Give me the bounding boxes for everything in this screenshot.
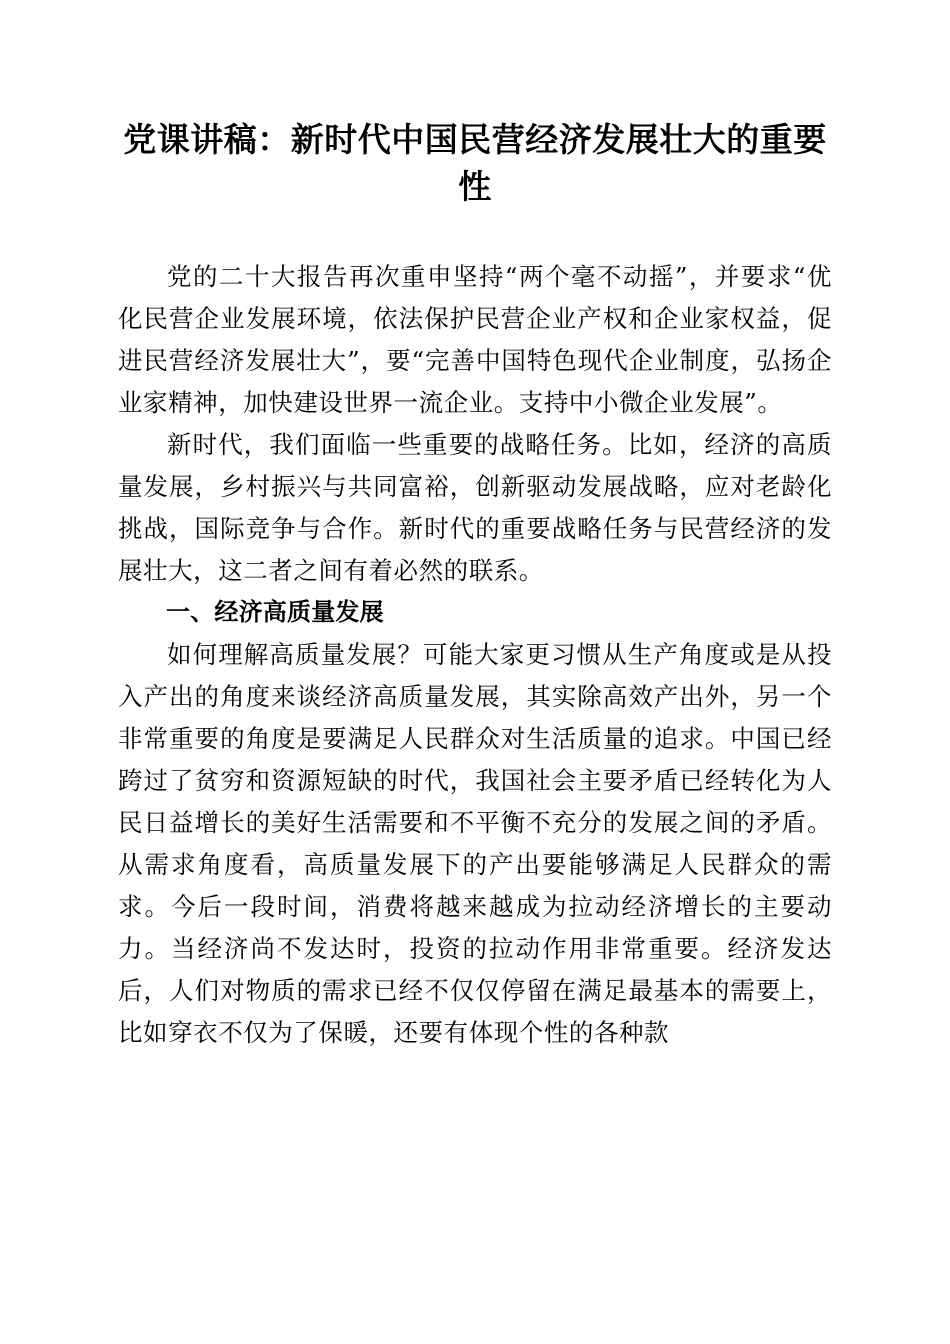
paragraph-3: 如何理解高质量发展？可能大家更习惯从生产角度或是从投入产出的角度来谈经济高质量发展，其实除高效产出外，另一个非常重要的角度是要满足人民群众对生活质量的追求。中国已经跨过了贫穷和资源短缺的时代，我国社会主要矛盾已经转化为人民日益增长的美好生活需要和不平衡不充分的发展之间的矛盾。从需求角度看，高质量发展下的产出要能够满足人民群众的需求。今后一段时间，消费将越来越成为拉动经济增长的主要动力。当经济尚不发达时，投资的拉动作用非常重要。经济发达后，人们对物质的需求已经不仅仅停留在满足最基本的需要上，比如穿衣不仅为了保暖，还要有体现个性的各种款 <box>118 640 832 1047</box>
title-body-spacer <box>118 212 832 256</box>
document-content-area <box>118 118 832 1054</box>
section-heading-1: 一、经济高质量发展 <box>166 599 384 626</box>
paragraph-2: 新时代，我们面临一些重要的战略任务。比如，经济的高质量发展，乡村振兴与共同富裕，创新驱动发展战略，应对老龄化挑战，国际竞争与合作。新时代的重要战略任务与民营经济的发展壮大，这二者之间有着必然的联系。 <box>118 430 832 585</box>
document-title: 党课讲稿：新时代中国民营经济发展壮大的重要性 <box>123 123 827 206</box>
paragraph-1: 党的二十大报告再次重申坚持“两个毫不动摇”，并要求“优化民营企业发展环境，依法保护民营企业产权和企业家权益，促进民营经济发展壮大”，要“完善中国特色现代企业制度，弘扬企业家精神，加快建设世界一流企业。支持中小微企业发展”。 <box>118 262 832 417</box>
